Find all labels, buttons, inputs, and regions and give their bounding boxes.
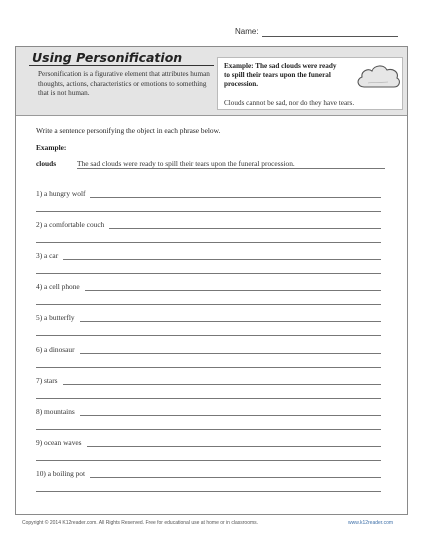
exercise-prompt: 9) ocean waves [36, 437, 82, 447]
name-field[interactable] [262, 36, 398, 37]
exercise-prompt: 6) a dinosaur [36, 344, 75, 354]
answer-line[interactable] [80, 415, 381, 416]
exercise-item [16, 220, 409, 250]
answer-line[interactable] [36, 491, 381, 492]
answer-line[interactable] [63, 259, 381, 260]
answer-line[interactable] [36, 429, 381, 430]
exercise-item [16, 345, 409, 375]
exercise-prompt: 8) mountains [36, 406, 75, 416]
exercise-item [16, 438, 409, 468]
exercise-item [16, 282, 409, 312]
exercise-item [16, 313, 409, 343]
answer-line[interactable] [36, 273, 381, 274]
answer-line[interactable] [36, 211, 381, 212]
exercise-prompt: 3) a car [36, 251, 59, 261]
title-underline [29, 65, 214, 66]
name-label: Name: [235, 27, 259, 36]
example-label: Example: [36, 143, 67, 152]
sample-word: clouds [36, 159, 57, 168]
cloud-icon [354, 61, 402, 93]
sample-underline [77, 168, 385, 169]
answer-line[interactable] [90, 477, 381, 478]
exercise-item [16, 407, 409, 437]
sample-sentence: The sad clouds were ready to spill their tears upon the funeral procession. [77, 159, 295, 168]
answer-line[interactable] [80, 321, 381, 322]
answer-line[interactable] [36, 398, 381, 399]
example-box-note: Clouds cannot be sad, nor do they have tears. [224, 99, 355, 107]
worksheet-frame [15, 46, 408, 515]
exercise-item [16, 251, 409, 281]
exercise-item [16, 469, 409, 499]
answer-line[interactable] [63, 384, 381, 385]
answer-line[interactable] [87, 446, 381, 447]
exercise-prompt: 2) a comfortable couch [36, 220, 105, 230]
answer-line[interactable] [109, 228, 381, 229]
intro-text: Personification is a figurative element that attributes human thoughts, actions, characteristics or emotions to something that is not human. [38, 70, 210, 98]
answer-line[interactable] [36, 242, 381, 243]
footer-copyright: Copyright © 2014 K12reader.com. All Rights Reserved. Free for educational use at home or in classrooms. [22, 520, 259, 526]
answer-line[interactable] [90, 197, 381, 198]
answer-line[interactable] [36, 304, 381, 305]
exercise-prompt: 1) a hungry wolf [36, 189, 86, 198]
answer-line[interactable] [36, 335, 381, 336]
answer-line[interactable] [80, 353, 381, 354]
answer-line[interactable] [36, 460, 381, 461]
page-title: Using Personification [32, 50, 183, 65]
example-box [217, 57, 403, 110]
instructions: Write a sentence personifying the object in each phrase below. [36, 126, 221, 135]
example-box-text: Example: The sad clouds were ready to spill their tears upon the funeral procession. [224, 62, 337, 88]
header-panel [16, 47, 407, 116]
exercise-prompt: 5) a butterfly [36, 313, 75, 323]
exercise-item [16, 189, 409, 219]
answer-line[interactable] [85, 290, 381, 291]
exercise-prompt: 10) a boiling pot [36, 468, 86, 478]
exercise-prompt: 7) stars [36, 375, 58, 385]
answer-line[interactable] [36, 367, 381, 368]
exercise-item [16, 376, 409, 406]
exercise-prompt: 4) a cell phone [36, 282, 80, 292]
footer-url[interactable]: www.k12reader.com [348, 520, 394, 526]
